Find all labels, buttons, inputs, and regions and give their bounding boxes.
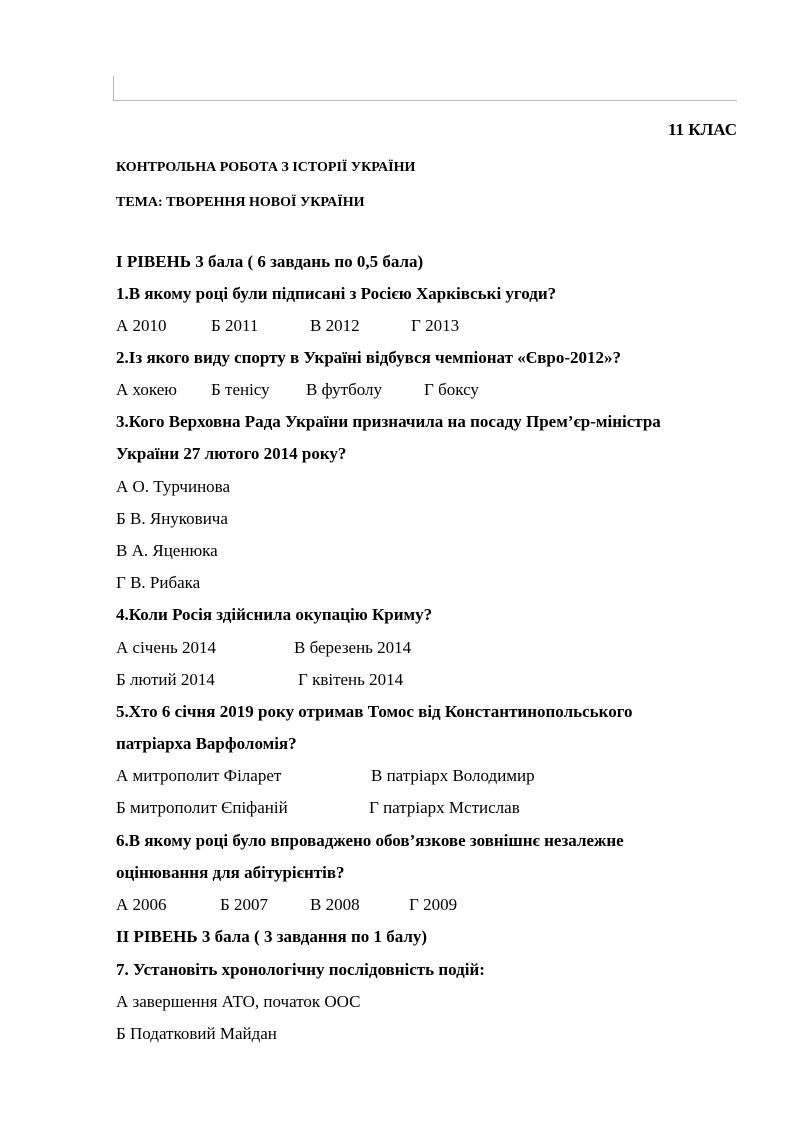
test-topic: ТЕМА: ТВОРЕННЯ НОВОЇ УКРАЇНИ [116,195,365,210]
q2-option-a: А хокею [116,380,177,399]
q6-option-d: Г 2009 [409,895,458,914]
question-3-line-1: 3.Кого Верховна Рада України призначила на посаду Прем’єр-міністра [116,412,661,431]
level-1-heading: І РІВЕНЬ 3 бала ( 6 завдань по 0,5 бала) [116,252,424,271]
q3-option-c: В А. Яценюка [116,541,218,560]
level-2-heading: ІІ РІВЕНЬ 3 бала ( 3 завдання по 1 балу) [116,927,428,946]
q3-option-a: А О. Турчинова [116,477,231,496]
grade-label: 11 КЛАС [667,120,737,139]
q5-option-b: Б митрополит Єпіфаній [116,798,288,817]
q1-option-c: В 2012 [310,316,360,335]
q6-option-b: Б 2007 [220,895,269,914]
header-divider-line [113,100,737,101]
q3-option-b: Б В. Януковича [116,509,228,528]
question-7: 7. Установіть хронологічну послідовність подій: [116,960,485,979]
q1-option-d: Г 2013 [411,316,460,335]
q5-option-a: А митрополит Філарет [116,766,282,785]
q6-option-a: А 2006 [116,895,167,914]
question-5-line-1: 5.Хто 6 січня 2019 року отримав Томос від Константинопольського [116,702,633,721]
question-1: 1.В якому році були підписані з Росією Харківські угоди? [116,284,557,303]
test-title: КОНТРОЛЬНА РОБОТА З ІСТОРІЇ УКРАЇНИ [116,160,416,175]
q7-option-a: А завершення АТО, початок ООС [116,992,361,1011]
q4-option-c: В березень 2014 [294,638,412,657]
q2-option-d: Г боксу [424,380,479,399]
q3-option-d: Г В. Рибака [116,573,201,592]
q5-option-c: В патріарх Володимир [371,766,535,785]
question-6-line-1: 6.В якому році було впроваджено обов’язкове зовнішнє незалежне [116,831,624,850]
question-3-line-2: України 27 лютого 2014 року? [116,444,347,463]
q4-option-a: А січень 2014 [116,638,216,657]
q4-option-d: Г квітень 2014 [298,670,404,689]
q7-option-b: Б Податковий Майдан [116,1024,277,1043]
q2-option-b: Б тенісу [211,380,270,399]
q5-option-d: Г патріарх Мстислав [369,798,520,817]
q4-option-b: Б лютий 2014 [116,670,215,689]
q2-option-c: В футболу [306,380,383,399]
question-5-line-2: патріарха Варфоломія? [116,734,297,753]
q6-option-c: В 2008 [310,895,360,914]
q1-option-a: А 2010 [116,316,167,335]
header-corner-vertical-line [113,76,114,101]
q1-option-b: Б 2011 [211,316,259,335]
question-6-line-2: оцінювання для абітурієнтів? [116,863,345,882]
question-2: 2.Із якого виду спорту в Україні відбувся чемпіонат «Євро-2012»? [116,348,622,367]
question-4: 4.Коли Росія здійснила окупацію Криму? [116,605,433,624]
